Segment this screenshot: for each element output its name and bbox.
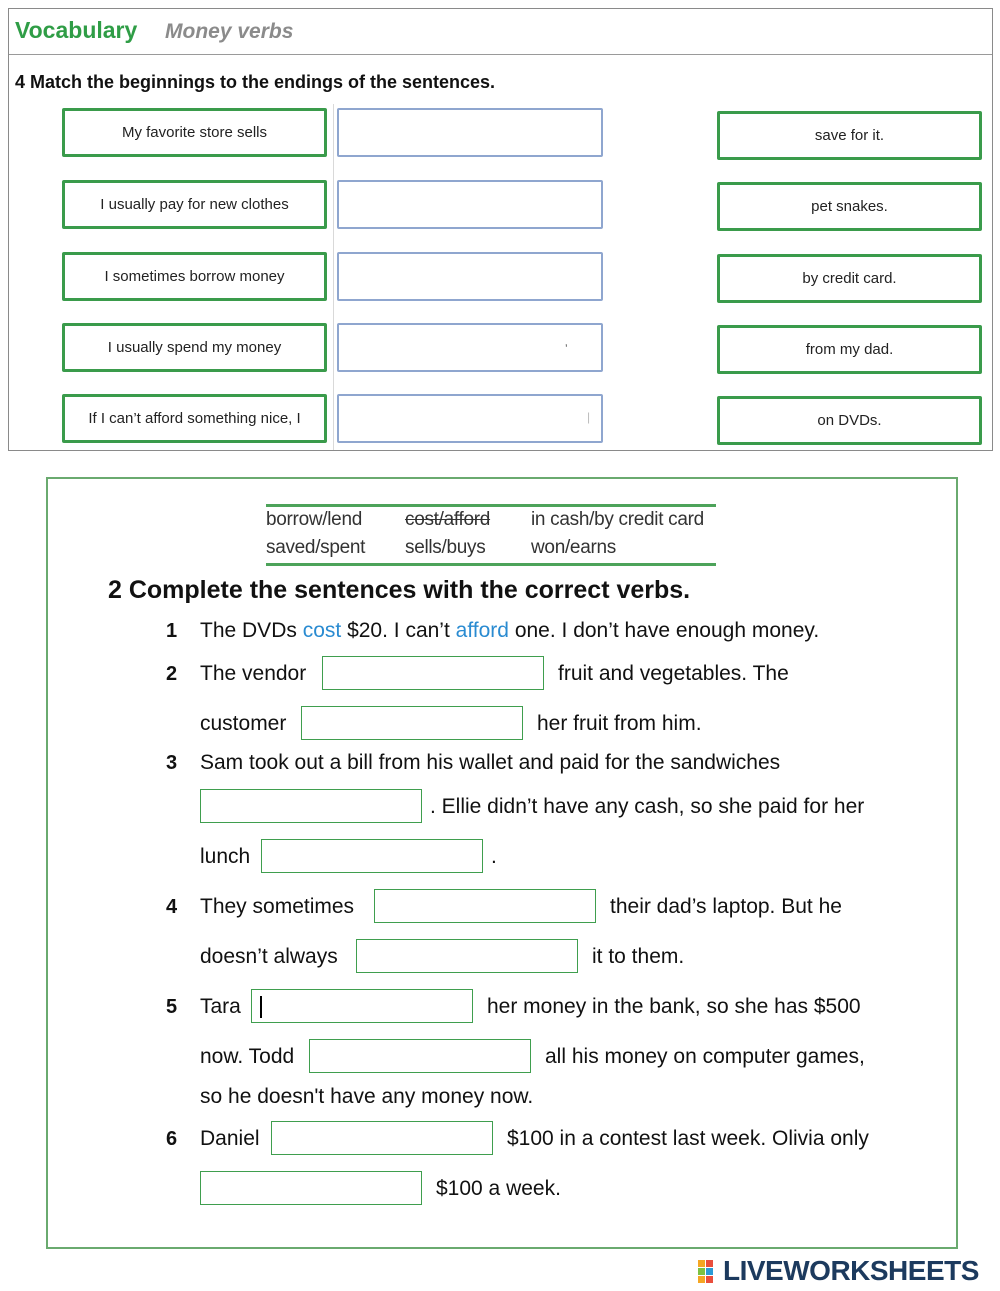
logo-square (706, 1260, 713, 1267)
complete-instruction: 2 Complete the sentences with the correct verbs. (108, 576, 691, 604)
item-3-text-b: . Ellie didn’t have any cash, so she paid for her (430, 795, 865, 818)
beginning-box-4[interactable]: I usually spend my money (62, 323, 327, 372)
text-part: The DVDs (200, 619, 297, 642)
item-6-text-b: $100 in a contest last week. Olivia only (507, 1127, 869, 1150)
topic-label: Money verbs (165, 20, 294, 43)
beginning-box-5[interactable]: If I can’t afford something nice, I (62, 394, 327, 443)
item-1-text (200, 619, 819, 643)
item-3-text-d: . (491, 845, 497, 868)
answer-input-6b[interactable] (200, 1171, 422, 1205)
beginning-box-1[interactable]: My favorite store sells (62, 108, 327, 157)
ending-box-4[interactable]: from my dad. (717, 325, 982, 374)
logo-text: LIVEWORKSHEETS (723, 1255, 979, 1286)
answer-input-5b[interactable] (309, 1039, 531, 1073)
text-cursor (260, 996, 262, 1018)
beginning-box-2[interactable]: I usually pay for new clothes (62, 180, 327, 229)
ending-box-5[interactable]: on DVDs. (717, 396, 982, 445)
drop-target-2[interactable] (337, 180, 603, 229)
item-5-text-c: now. Todd (200, 1045, 295, 1068)
panel-header (9, 9, 992, 55)
item-number-6: 6 (166, 1128, 178, 1150)
example-answer: cost (302, 619, 342, 642)
answer-input-4b[interactable] (356, 939, 578, 973)
word-option: borrow/lend (266, 509, 362, 530)
answer-input-3b[interactable] (261, 839, 483, 873)
item-5-text-b: her money in the bank, so she has $500 (487, 995, 861, 1018)
answer-input-2a[interactable] (322, 656, 544, 690)
answer-input-5a[interactable] (251, 989, 473, 1023)
word-option: in cash/by credit card (531, 509, 704, 530)
item-5-text-a: Tara (200, 995, 241, 1018)
text-part: $20. I can’t (347, 619, 450, 642)
ending-box-2[interactable]: pet snakes. (717, 182, 982, 231)
item-2-text-b: fruit and vegetables. The (558, 662, 789, 685)
ending-box-1[interactable]: save for it. (717, 111, 982, 160)
example-answer: afford (455, 619, 509, 642)
stray-mark: ʼ (565, 342, 568, 356)
logo-square (706, 1268, 713, 1275)
item-number-1: 1 (166, 620, 178, 642)
drop-target-1[interactable] (337, 108, 603, 157)
answer-input-3a[interactable] (200, 789, 422, 823)
liveworksheets-logo (698, 1255, 994, 1287)
drop-target-5[interactable] (337, 394, 603, 443)
logo-square (698, 1260, 705, 1267)
match-instruction: 4 Match the beginnings to the endings of the sentences. (15, 72, 496, 92)
item-2-text-c: customer (200, 712, 287, 735)
logo-square (698, 1268, 705, 1275)
item-2-text-a: The vendor (200, 662, 307, 685)
item-4-text-c: doesn’t always (200, 945, 338, 968)
item-4-text-a: They sometimes (200, 895, 355, 918)
drop-target-3[interactable] (337, 252, 603, 301)
beginning-box-3[interactable]: I sometimes borrow money (62, 252, 327, 301)
text-part: one. I don’t have enough money. (514, 619, 820, 642)
item-number-5: 5 (166, 996, 178, 1018)
item-6-text-c: $100 a week. (436, 1177, 561, 1200)
column-divider (333, 104, 334, 450)
item-4-text-b: their dad’s laptop. But he (610, 895, 842, 918)
stray-mark: | (587, 410, 591, 424)
item-5-text-e: so he doesn't have any money now. (200, 1085, 534, 1108)
word-option: sells/buys (405, 537, 486, 558)
vocabulary-label: Vocabulary (15, 17, 138, 43)
item-3-text-a: Sam took out a bill from his wallet and paid for the sandwiches (200, 751, 781, 774)
word-option: saved/spent (266, 537, 366, 558)
drop-target-4[interactable] (337, 323, 603, 372)
item-number-4: 4 (166, 896, 178, 918)
item-4-text-d: it to them. (592, 945, 685, 968)
answer-input-6a[interactable] (271, 1121, 493, 1155)
item-2-text-d: her fruit from him. (537, 712, 702, 735)
item-5-text-d: all his money on computer games, (545, 1045, 865, 1068)
item-number-3: 3 (166, 752, 178, 774)
answer-input-2b[interactable] (301, 706, 523, 740)
item-3-text-c: lunch (200, 845, 251, 868)
logo-square (706, 1276, 713, 1283)
ending-box-3[interactable]: by credit card. (717, 254, 982, 303)
logo-square (698, 1276, 705, 1283)
item-number-2: 2 (166, 663, 178, 685)
logo-mark-icon (698, 1260, 721, 1283)
item-6-text-a: Daniel (200, 1127, 260, 1150)
word-option: won/earns (531, 537, 616, 558)
word-option-used: cost/afford (405, 509, 491, 530)
answer-input-4a[interactable] (374, 889, 596, 923)
